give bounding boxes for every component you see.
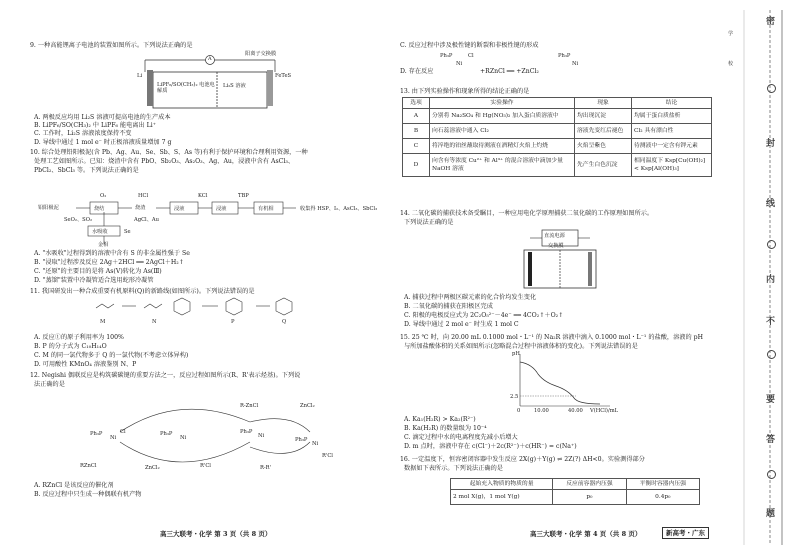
seal-strip: [724, 0, 794, 551]
li-electrode-label: Li: [137, 73, 143, 79]
q15-stem-line2: 与所加盐酸体积的关系如图所示(忽略混合过程中溶液体积的变化)。下列说法错误的是: [404, 343, 638, 350]
q15-option-a: A. Ka₁(H₂R) > Ka₂(R²⁻): [404, 416, 476, 423]
fetes-electrode-label: FeTeS: [275, 73, 292, 79]
q15-stem-line1: 15. 25 ℃ 时，向 20.00 mL 0.1000 mol・L⁻¹ 的 Na₂R 溶液中滴入 0.1000 mol・L⁻¹ 的盐酸，溶液的 pH: [400, 334, 703, 341]
cell: D: [403, 154, 430, 177]
q11-option-d: D. 可用酸性 KMnO₄ 溶液鉴别 N、P: [34, 361, 137, 368]
flow-label-seo2: SeO₂、SO₂: [64, 217, 93, 223]
q14-cell-figure: [520, 228, 600, 290]
eq-ni-1: Ni: [456, 61, 463, 67]
ph-axis-label: pH: [512, 351, 520, 357]
q14-option-b: B. 二氧化碳的捕获在阳极区完成: [404, 303, 493, 310]
flow-label-se: Se: [124, 229, 131, 235]
cell: B: [403, 124, 430, 139]
q15-option-c: C. 滴定过程中水的电离程度先减小后增大: [404, 434, 518, 441]
flow-step-9: 收集得 HSP、I₂、AsCl₃、SbCl₃: [300, 206, 378, 212]
eq-middle: +RZnCl ══ +ZnCl₂: [480, 68, 539, 75]
q12-option-d-equation: [440, 52, 620, 82]
q11-reaction-figure: [90, 296, 320, 328]
q11-option-b: B. P 的分子式为 C₁₀H₁₄O: [34, 343, 107, 350]
q10-stem-line3: PbCl₂、SbCl₃ 等。下列说法正确的是: [34, 167, 139, 174]
cycle-label-zncl2-bottom: ZnCl₂: [145, 465, 160, 471]
exam-badge: 新高考・广东: [662, 527, 709, 539]
cell: 溶液先变红后褪色: [575, 124, 632, 139]
q10-flowchart: [38, 178, 378, 248]
q13-header-op: 实验操作: [430, 98, 575, 109]
compound-p-label: P: [231, 319, 235, 325]
left-footer: 高三大联考・化学 第 3 页（共 8 页）: [160, 530, 272, 538]
cell: 均属于蛋白质盐析: [632, 109, 712, 124]
power-source-label: 直流电源: [544, 233, 565, 239]
seal-side-1: 学: [728, 31, 734, 37]
cycle-ni-2: Ni: [180, 435, 187, 441]
seal-char-3: 线: [766, 199, 776, 209]
cell: 火焰呈紫色: [575, 139, 632, 154]
q10-option-d: D. "蒸馏"装置中冷凝管适合选用蛇形冷凝管: [34, 277, 154, 284]
exchange-membrane-label: 交换膜: [548, 243, 564, 249]
flow-label-agcl: AgCl、Au: [134, 217, 159, 223]
cell: Cl₂ 具有漂白性: [632, 124, 712, 139]
q10-option-b: B. "浸取"过程涉及反应 2Ag＋2HCl ══ 2AgCl＋H₂↑: [34, 259, 184, 266]
q16-stem-line1: 16. 一定温度下，恒容密闭容器中发生反应 2X(g)＋Y(g) ⇌ 2Z(?) ΔH<0。实验测得部分: [400, 456, 645, 463]
q15-titration-figure: [510, 352, 620, 414]
eq-ni-2: Ni: [572, 61, 579, 67]
q11-option-c: C. M 的同一氯代物多于 Q 的一氯代物(不考虑立体异构): [34, 352, 189, 359]
cycle-complex-4: Ph₃P: [295, 437, 308, 443]
q12-option-d: D. 存在反应: [400, 68, 434, 75]
q9-option-a: A. 两极反应均用 Li₂S 溶液可提高电池的生产成本: [34, 114, 171, 121]
cycle-ni-1: Ni: [110, 435, 117, 441]
cycle-ni-4: Ni: [312, 441, 319, 447]
eq-ph3p-2: Ph₃P: [558, 53, 571, 59]
q16-table: [450, 478, 700, 505]
ammeter-label: A: [208, 56, 212, 62]
q14-option-c: C. 阳极的电极反应式为 2C₂O₅²⁻－4e⁻ ══ 4CO₂↑＋O₂↑: [404, 312, 564, 319]
q11-option-a: A. 反应①的原子利用率为 100%: [34, 334, 124, 341]
flow-label-water: 水吸收: [92, 229, 108, 235]
q13-header-conclusion: 结论: [632, 98, 712, 109]
seal-circle: [767, 470, 776, 479]
q16-header-2: 反应前容器内压强: [553, 479, 626, 490]
q13-stem: 13. 由下列实验操作和现象所得的结论正确的是: [400, 88, 530, 95]
titration-curve: [510, 352, 620, 414]
q14-option-d: D. 导线中通过 2 mol e⁻ 时生成 1 mol C: [404, 321, 519, 328]
q10-option-c: C. "还原"的主要目的是将 As(Ⅴ)转化为 As(Ⅲ): [34, 268, 162, 275]
cycle-complex-3: Ph₃P: [240, 429, 253, 435]
compound-n-label: N: [152, 319, 157, 325]
x-tick-1: 10.00: [534, 408, 549, 414]
cell: 相同温度下 Ksp[Cu(OH)₂] < Ksp[Al(OH)₃]: [632, 154, 712, 177]
flow-label-o2: O₂: [100, 193, 107, 199]
q12-stem-line1: 12. Negishi 偶联反应是构筑碳碳键的重要方法之一，反应过程如图所示(R、R'表示烃基)。下列说: [30, 372, 301, 379]
q12-stem-line2: 法正确的是: [34, 381, 65, 388]
seal-char-1: 密: [766, 17, 776, 27]
seal-circle: [767, 350, 776, 359]
right-footer: 高三大联考・化学 第 4 页（共 8 页）: [530, 530, 642, 538]
q12-cycle-figure: [60, 392, 360, 476]
x-tick-3: 40.00: [568, 408, 583, 414]
table-row: [403, 109, 712, 124]
seal-side-2: 校: [728, 61, 734, 67]
cycle-label-rcl-right: R'Cl: [322, 453, 333, 459]
cell: 向石蕊溶液中通入 Cl₂: [430, 124, 575, 139]
q11-stem: 11. 我国研发出一种合成重要有机原料(Q)的新路线(如图所示)。下列说法错误的是: [30, 288, 255, 295]
q16-header-3: 平衡时容器内压强: [626, 479, 699, 490]
q13-table: [402, 97, 712, 177]
seal-char-7: 答: [766, 435, 776, 445]
electrolyte-label: LiPF₆/SO(CH₃)₂ 电池电解质: [157, 82, 215, 94]
q12-option-b: B. 反应过程中只生成一种偶联有机产物: [34, 491, 142, 498]
table-row: [403, 139, 712, 154]
cycle-label-zncl2-top: ZnCl₂: [300, 403, 315, 409]
seal-char-8: 题: [766, 509, 776, 519]
q16-header-1: 起始充入物质的物质的量: [451, 479, 553, 490]
cycle-label-r-r: R-R': [260, 465, 271, 471]
flow-label-hcl: HCl: [138, 193, 149, 199]
cycle-complex-2: Ph₃P: [160, 431, 173, 437]
compound-q-label: Q: [282, 319, 287, 325]
cell: 2 mol X(g)，1 mol Y(g): [451, 490, 553, 505]
seal-circle: [767, 240, 776, 249]
flow-step-2: 烧结: [94, 206, 105, 212]
seal-char-6: 要: [766, 395, 776, 405]
seal-lines: [724, 0, 794, 551]
membrane-label: 阳离子交换膜: [245, 51, 277, 57]
x-tick-0: 0: [517, 408, 521, 414]
q12-option-c: C. 反应过程中涉及极性键的断裂和非极性键的形成: [400, 42, 539, 49]
q10-option-a: A. "水吸收"过程得到的溶液中含有 S 的非金属性强于 Se: [34, 250, 190, 257]
cycle-label-rzncl-top: R-ZnCl: [240, 403, 259, 409]
q9-stem: 9. 一种高能锂离子电池的装置如图所示。下列说法正确的是: [30, 42, 193, 49]
cell: 待测液中一定含有钾元素: [632, 139, 712, 154]
flow-label-gold: 金相: [98, 242, 109, 248]
flow-label-kcl: KCl: [198, 193, 208, 199]
cell: 将淬绝的铂丝蘸取待测液在酒精灯火焰上灼烧: [430, 139, 575, 154]
ph-tick: 2.5: [510, 394, 519, 400]
cell: 分别将 Na₂SO₄ 和 Hg(NO₃)₂ 加入蛋白质溶液中: [430, 109, 575, 124]
cell: 均出现沉淀: [575, 109, 632, 124]
q15-option-d: D. m 点时，溶液中存在 c(Cl⁻)＋2c(R²⁻)＋c(HR⁻) = c(Na⁺): [404, 443, 577, 450]
seal-char-4: 内: [766, 275, 776, 285]
q14-stem-line2: 下列说法正确的是: [404, 219, 454, 226]
cycle-label-rcl: R'Cl: [200, 463, 211, 469]
flow-step-4: 浸液: [174, 206, 185, 212]
q16-stem-line2: 数据如下表所示。下列说法正确的是: [404, 465, 503, 472]
cell: p₀: [553, 490, 626, 505]
compound-m-label: M: [100, 319, 106, 325]
q9-option-c: C. 工作时，Li₂S 溶液浓度保持不变: [34, 130, 132, 137]
cycle-complex-1: Ph₃P: [90, 431, 103, 437]
eq-ph3p-1: Ph₃P: [440, 53, 453, 59]
q12-option-a: A. RZnCl 是该反应的催化剂: [34, 482, 114, 489]
cycle-cl-1: Cl: [120, 429, 126, 435]
q15-option-b: B. Ka(H₂R) 的数量级为 10⁻⁴: [404, 425, 487, 432]
q9-option-d: D. 导线中通过 1 mol e⁻ 时正极溶液质量增加 7 g: [34, 139, 172, 146]
cell: A: [403, 109, 430, 124]
flow-step-5: 浸液: [216, 206, 227, 212]
cycle-label-rzncl-left: RZnCl: [80, 463, 97, 469]
q13-header-option: 选项: [403, 98, 430, 109]
flow-step-3: 烧渣: [135, 205, 146, 211]
q13-header-phenomenon: 现象: [575, 98, 632, 109]
q9-option-b: B. LiPF₆/SO(CH₃)₂ 中 LiPF₆ 能电离出 Li⁺: [34, 122, 157, 129]
cycle-ni-3: Ni: [258, 433, 265, 439]
seal-char-2: 封: [766, 139, 776, 149]
li2s-label: Li₂S 溶液: [223, 83, 246, 89]
flow-label-tbp: TBP: [238, 193, 249, 199]
q14-stem-line1: 14. 二氧化碳的捕获技术备受瞩目，一种应用电化学原理捕获二氧化碳的工作原理如图所示。: [400, 210, 654, 217]
cell: 0.4p₀: [626, 490, 699, 505]
table-row: [451, 490, 700, 505]
x-axis-label: V(HCl)/mL: [590, 408, 619, 414]
table-row: [403, 154, 712, 177]
seal-circle: [767, 84, 776, 93]
flow-step-6: 有机相: [258, 206, 274, 212]
cell: C: [403, 139, 430, 154]
seal-char-5: 不: [766, 317, 776, 327]
cell: 向含有等浓度 Cu²⁺ 和 Al³⁺ 的混合溶液中滴加少量 NaOH 溶液: [430, 154, 575, 177]
table-row: [403, 124, 712, 139]
cell: 先产生白色沉淀: [575, 154, 632, 177]
q9-battery-figure: [125, 52, 295, 110]
q10-stem-line2: 处理工艺如图所示。已知：烧渣中含有 PbO、Sb₂O₃、As₂O₃、Ag、Au，浸液中含有 AsCl₃、: [34, 158, 295, 165]
eq-r-1: Cl: [468, 53, 474, 59]
q10-stem-line1: 10. 综合处理铅阳极泥(含 Pb、Ag、Au、Se、Sb、S、As 等)有利于保护环境和合理利用资源，一种: [30, 149, 308, 156]
flow-step-1: 铅阳极泥: [38, 205, 59, 211]
q14-option-a: A. 捕获过程中两极区碳元素的化合价均发生变化: [404, 294, 537, 301]
